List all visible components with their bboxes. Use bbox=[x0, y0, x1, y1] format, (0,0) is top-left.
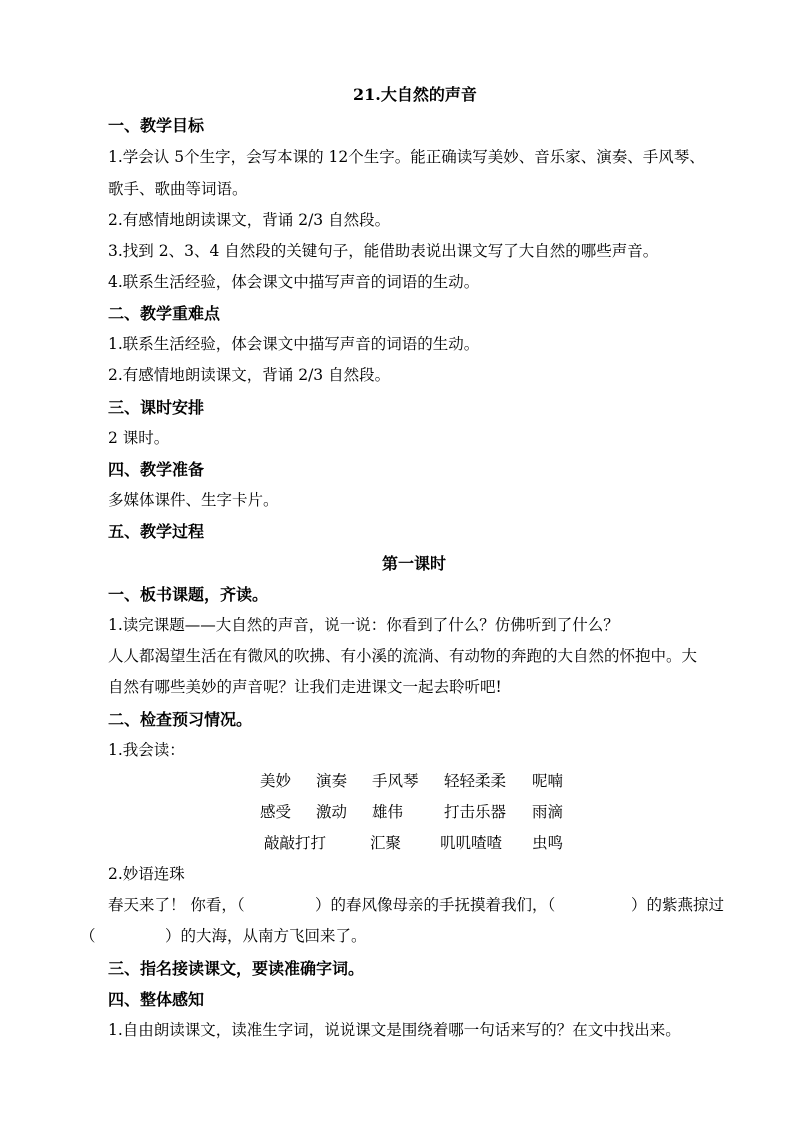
read-label: 1.我会读： bbox=[108, 741, 185, 759]
phrase-label: 2.妙语连珠 bbox=[108, 865, 185, 883]
fill-text: （ bbox=[80, 927, 96, 945]
word-item: 雨滴 bbox=[532, 803, 564, 821]
word-item: 手风琴 bbox=[372, 772, 419, 790]
goal-line: 4.联系生活经验，体会课文中描写声音的词语的生动。 bbox=[108, 273, 480, 291]
goal-line: 2.有感情地朗读课文，背诵 2/3 自然段。 bbox=[108, 211, 391, 229]
word-item: 汇聚 bbox=[370, 834, 402, 852]
keypoint-line: 1.联系生活经验，体会课文中描写声音的词语的生动。 bbox=[108, 335, 480, 353]
goal-line: 歌手、歌曲等词语。 bbox=[108, 180, 248, 198]
word-item: 激动 bbox=[316, 803, 348, 821]
fill-text: ）的春风像母亲的手抚摸着我们，（ bbox=[315, 896, 556, 914]
section-heading-goals: 一、教学目标 bbox=[108, 116, 205, 135]
fill-text: 春天来了！ 你看，（ bbox=[108, 896, 245, 914]
section-heading-process: 五、教学过程 bbox=[108, 522, 205, 541]
keypoint-line: 2.有感情地朗读课文，背诵 2/3 自然段。 bbox=[108, 366, 391, 384]
word-item: 叽叽喳喳 bbox=[440, 834, 503, 852]
step1-line: 自然有哪些美妙的声音呢？让我们走进课文一起去聆听吧! bbox=[108, 678, 502, 696]
word-item: 虫鸣 bbox=[532, 834, 564, 852]
section-heading-prep: 四、教学准备 bbox=[108, 460, 205, 479]
goal-line: 3.找到 2、3、4 自然段的关键句子，能借助表说出课文写了大自然的哪些声音。 bbox=[108, 242, 659, 260]
step4-heading: 四、整体感知 bbox=[108, 990, 205, 1009]
word-item: 演奏 bbox=[316, 772, 348, 790]
step1-heading: 一、板书课题，齐读。 bbox=[108, 585, 269, 604]
word-item: 美妙 bbox=[260, 772, 292, 790]
word-item: 呢喃 bbox=[532, 772, 564, 790]
document-title: 21.大自然的声音 bbox=[353, 85, 477, 104]
word-item: 打击乐器 bbox=[444, 803, 507, 821]
word-item: 感受 bbox=[260, 803, 292, 821]
goal-line: 1.学会认 5个生字，会写本课的 12个生字。能正确读写美妙、音乐家、演奏、手风琴、 bbox=[108, 148, 705, 166]
step2-heading: 二、检查预习情况。 bbox=[108, 710, 253, 729]
section-heading-schedule: 三、课时安排 bbox=[108, 398, 205, 417]
fill-text: ）的紫燕掠过 bbox=[631, 896, 725, 914]
step1-line: 1.读完课题——大自然的声音，说一说：你看到了什么？仿佛听到了什么？ bbox=[108, 616, 619, 634]
word-item: 敲敲打打 bbox=[264, 834, 327, 852]
prep-text: 多媒体课件、生字卡片。 bbox=[108, 491, 279, 509]
word-item: 轻轻柔柔 bbox=[444, 772, 507, 790]
schedule-text: 2 课时。 bbox=[108, 429, 170, 447]
word-item: 雄伟 bbox=[372, 803, 404, 821]
fill-text: ）的大海，从南方飞回来了。 bbox=[165, 927, 367, 945]
section-heading-keypoints: 二、教学重难点 bbox=[108, 304, 221, 323]
step1-line: 人人都渴望生活在有微风的吹拂、有小溪的流淌、有动物的奔跑的大自然的怀抱中。大 bbox=[108, 647, 698, 665]
lesson-title: 第一课时 bbox=[382, 554, 447, 573]
step4-line: 1.自由朗读课文，读准生字词，说说课文是围绕着哪一句话来写的？在文中找出来。 bbox=[108, 1021, 681, 1039]
step3-heading: 三、指名接读课文，要读准确字词。 bbox=[108, 959, 365, 978]
